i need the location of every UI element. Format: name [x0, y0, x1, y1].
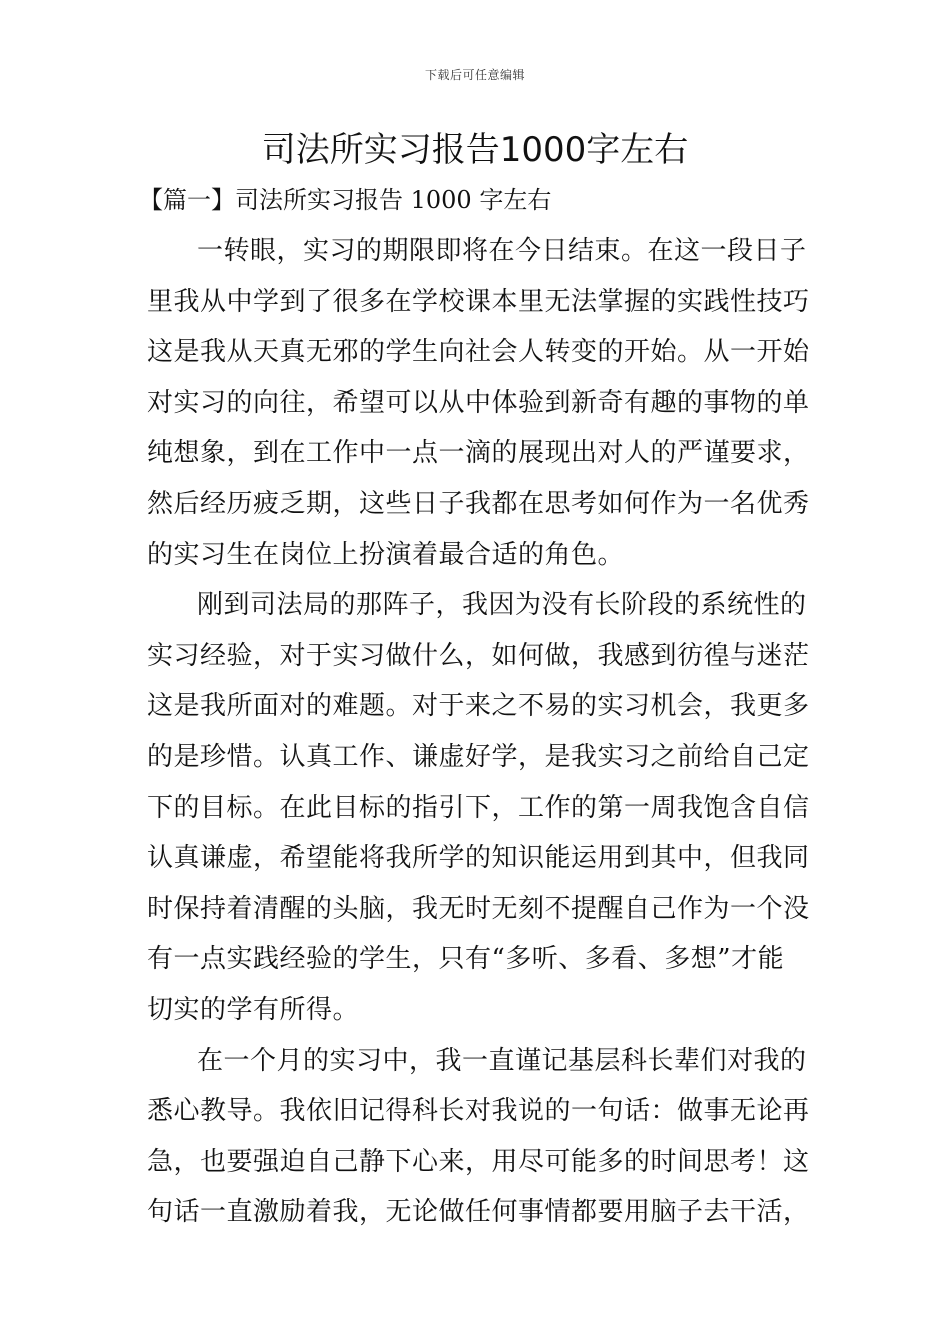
paragraph-line: 下的目标。在此目标的指引下，工作的第一周我饱含自信 [147, 792, 810, 823]
paragraph-line: 急，也要强迫自己静下心来，用尽可能多的时间思考！这 [147, 1146, 810, 1177]
paragraph-line: 切实的学有所得。 [147, 994, 360, 1025]
paragraph-1 [147, 226, 809, 580]
paragraph-line: 的实习生在岗位上扮演着最合适的角色。 [147, 539, 625, 570]
paragraph-line: 对实习的向往，希望可以从中体验到新奇有趣的事物的单 [147, 387, 810, 418]
paragraph-2 [147, 580, 809, 1035]
paragraph-line: 然后经历疲乏期，这些日子我都在思考如何作为一名优秀 [147, 488, 810, 519]
paragraph-line: 里我从中学到了很多在学校课本里无法掌握的实践性技巧 [147, 286, 810, 317]
paragraph-line: 悉心教导。我依旧记得科长对我说的一句话：做事无论再 [147, 1096, 810, 1127]
paragraph-line: 有一点实践经验的学生，只有“多听、多看、多想”才能 [147, 944, 785, 975]
paragraph-line: 纯想象，到在工作中一点一滴的展现出对人的严谨要求， [147, 438, 810, 469]
paragraph-line: 实习经验，对于实习做什么，如何做，我感到彷徨与迷茫 [147, 640, 810, 671]
paragraph-3 [147, 1036, 809, 1238]
paragraph-line: 一转眼，实习的期限即将在今日结束。在这一段日子 [197, 236, 807, 266]
paragraph-line: 这是我从天真无邪的学生向社会人转变的开始。从一开始 [147, 337, 810, 368]
paragraph-line: 时保持着清醒的头脑，我无时无刻不提醒自己作为一个没 [147, 893, 810, 924]
paragraph-line: 的是珍惜。认真工作、谦虚好学，是我实习之前给自己定 [147, 741, 810, 772]
header-note: 下载后可任意编辑 [424, 68, 525, 82]
section-heading: 【篇一】司法所实习报告 1000 字左右 [139, 186, 552, 214]
paragraph-line: 句话一直激励着我，无论做任何事情都要用脑子去干活， [147, 1197, 810, 1228]
paragraph-line: 在一个月的实习中，我一直谨记基层科长辈们对我的 [197, 1045, 807, 1076]
document-body [139, 176, 810, 1238]
paragraph-line: 认真谦虚，希望能将我所学的知识能运用到其中，但我同 [147, 843, 810, 874]
paragraph-line: 刚到司法局的那阵子，我因为没有长阶段的系统性的 [197, 590, 807, 621]
paragraph-line: 这是我所面对的难题。对于来之不易的实习机会，我更多 [147, 691, 810, 722]
document-title: 司法所实习报告1000字左右 [261, 130, 689, 170]
